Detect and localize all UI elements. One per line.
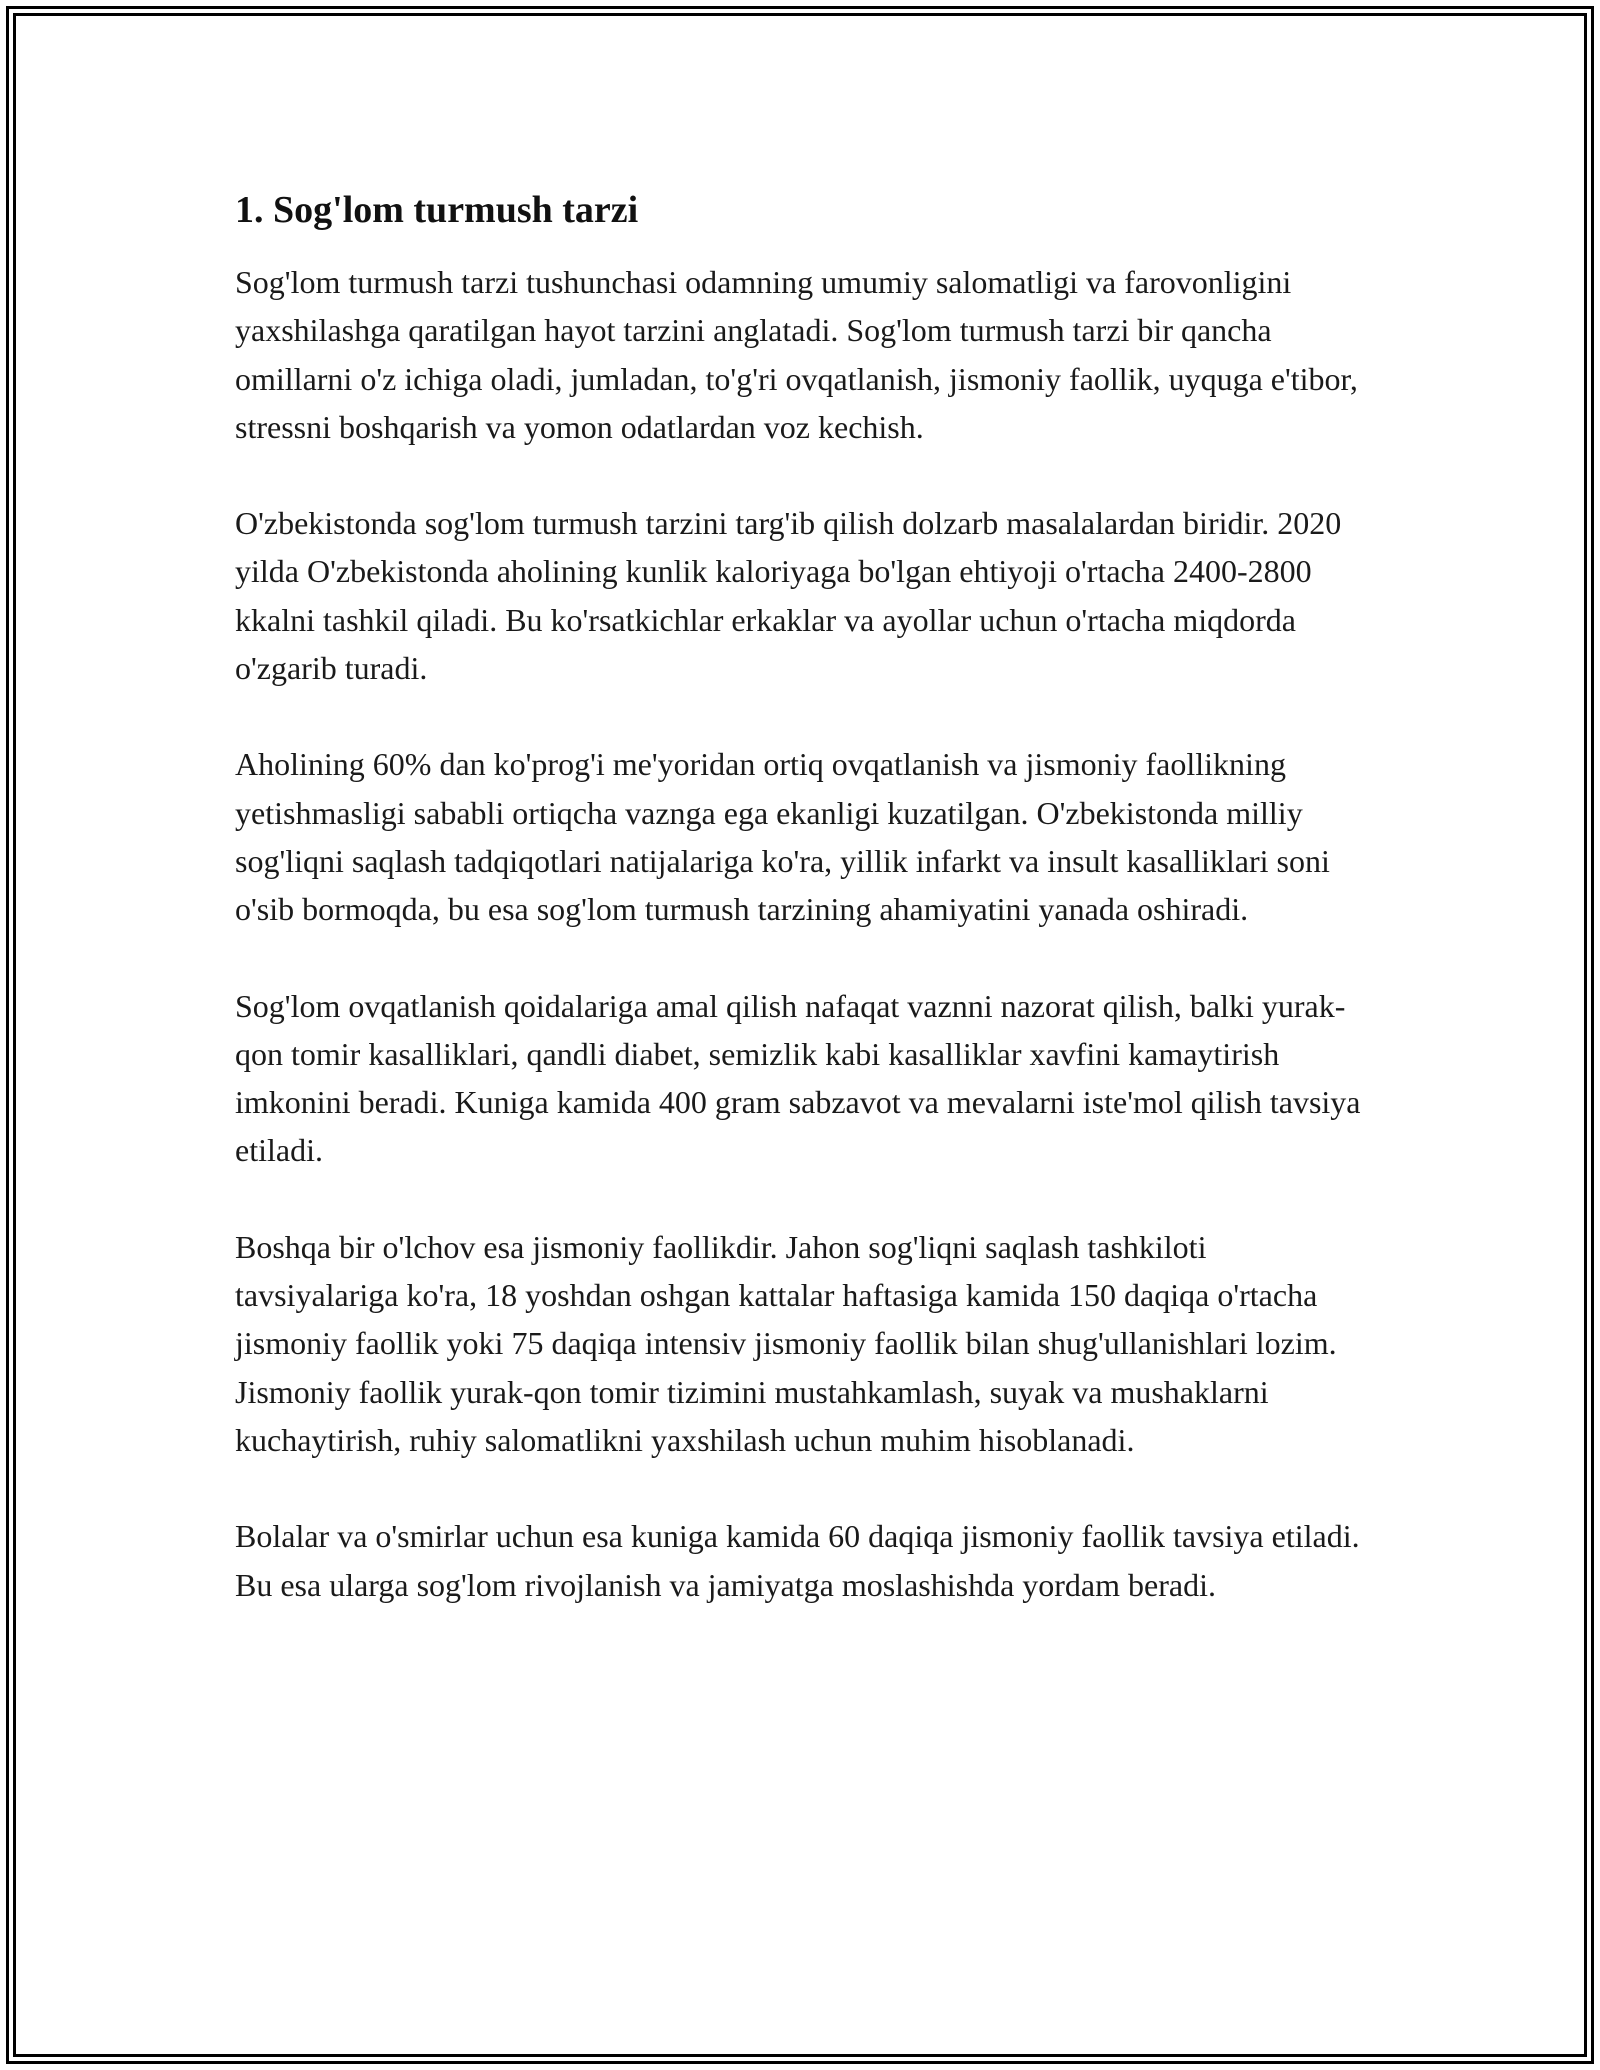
document-body (235, 186, 1365, 1657)
paragraph-5: Boshqa bir o'lchov esa jismoniy faollikdir. Jahon sog'liqni saqlash tashkiloti tavsiyalariga ko'ra, 18 yoshdan oshgan kattalar haftasiga kamida 150 daqiqa o'rtacha jismoniy faollik yoki 75 daqiqa intensiv jismoniy faollik bilan shug'ullanishlari lozim. Jismoniy faollik yurak-qon tomir tizimini mustahkamlash, suyak va mushaklarni kuchaytirish, ruhiy salomatlikni yaxshilash uchun muhim hisoblanadi. (235, 1228, 1337, 1458)
paragraph-1: Sog'lom turmush tarzi tushunchasi odamning umumiy salomatligi va farovonligini yaxshilashga qaratilgan hayot tarzini anglatadi. Sog'lom turmush tarzi bir qancha omillarni o'z ichiga oladi, jumladan, to'g'ri ovqatlanish, jismoniy faollik, uyquga e'tibor, stressni boshqarish va yomon odatlardan voz kechish. (235, 264, 1358, 445)
paragraph-6: Bolalar va o'smirlar uchun esa kuniga kamida 60 daqiqa jismoniy faollik tavsiya etiladi. Bu esa ularga sog'lom rivojlanish va jamiyatga moslashishda yordam beradi. (235, 1518, 1360, 1603)
paragraph-3: Aholining 60% dan ko'prog'i me'yoridan ortiq ovqatlanish va jismoniy faollikning yetishmasligi sababli ortiqcha vaznga ega ekanligi kuzatilgan. O'zbekistonda milliy sog'liqni saqlash tadqiqotlari natijalariga ko'ra, yillik infarkt va insult kasalliklari soni o'sib bormoqda, bu esa sog'lom turmush tarzining ahamiyatini yanada oshiradi. (235, 746, 1330, 928)
paragraph-4: Sog'lom ovqatlanish qoidalariga amal qilish nafaqat vaznni nazorat qilish, balki yurak-qon tomir kasalliklari, qandli diabet, semizlik kabi kasalliklar xavfini kamaytirish imkonini beradi. Kuniga kamida 400 gram sabzavot va mevalarni iste'mol qilish tavsiya etiladi. (235, 987, 1361, 1169)
paragraph-2: O'zbekistonda sog'lom turmush tarzini targ'ib qilish dolzarb masalalardan biridir. 2020 yilda O'zbekistonda aholining kunlik kaloriyaga bo'lgan ehtiyoji o'rtacha 2400-2800 kkalni tashkil qiladi. Bu ko'rsatkichlar erkaklar va ayollar uchun o'rtacha miqdorda o'zgarib turadi. (235, 505, 1342, 687)
section-title: 1. Sog'lom turmush tarzi (235, 189, 639, 231)
